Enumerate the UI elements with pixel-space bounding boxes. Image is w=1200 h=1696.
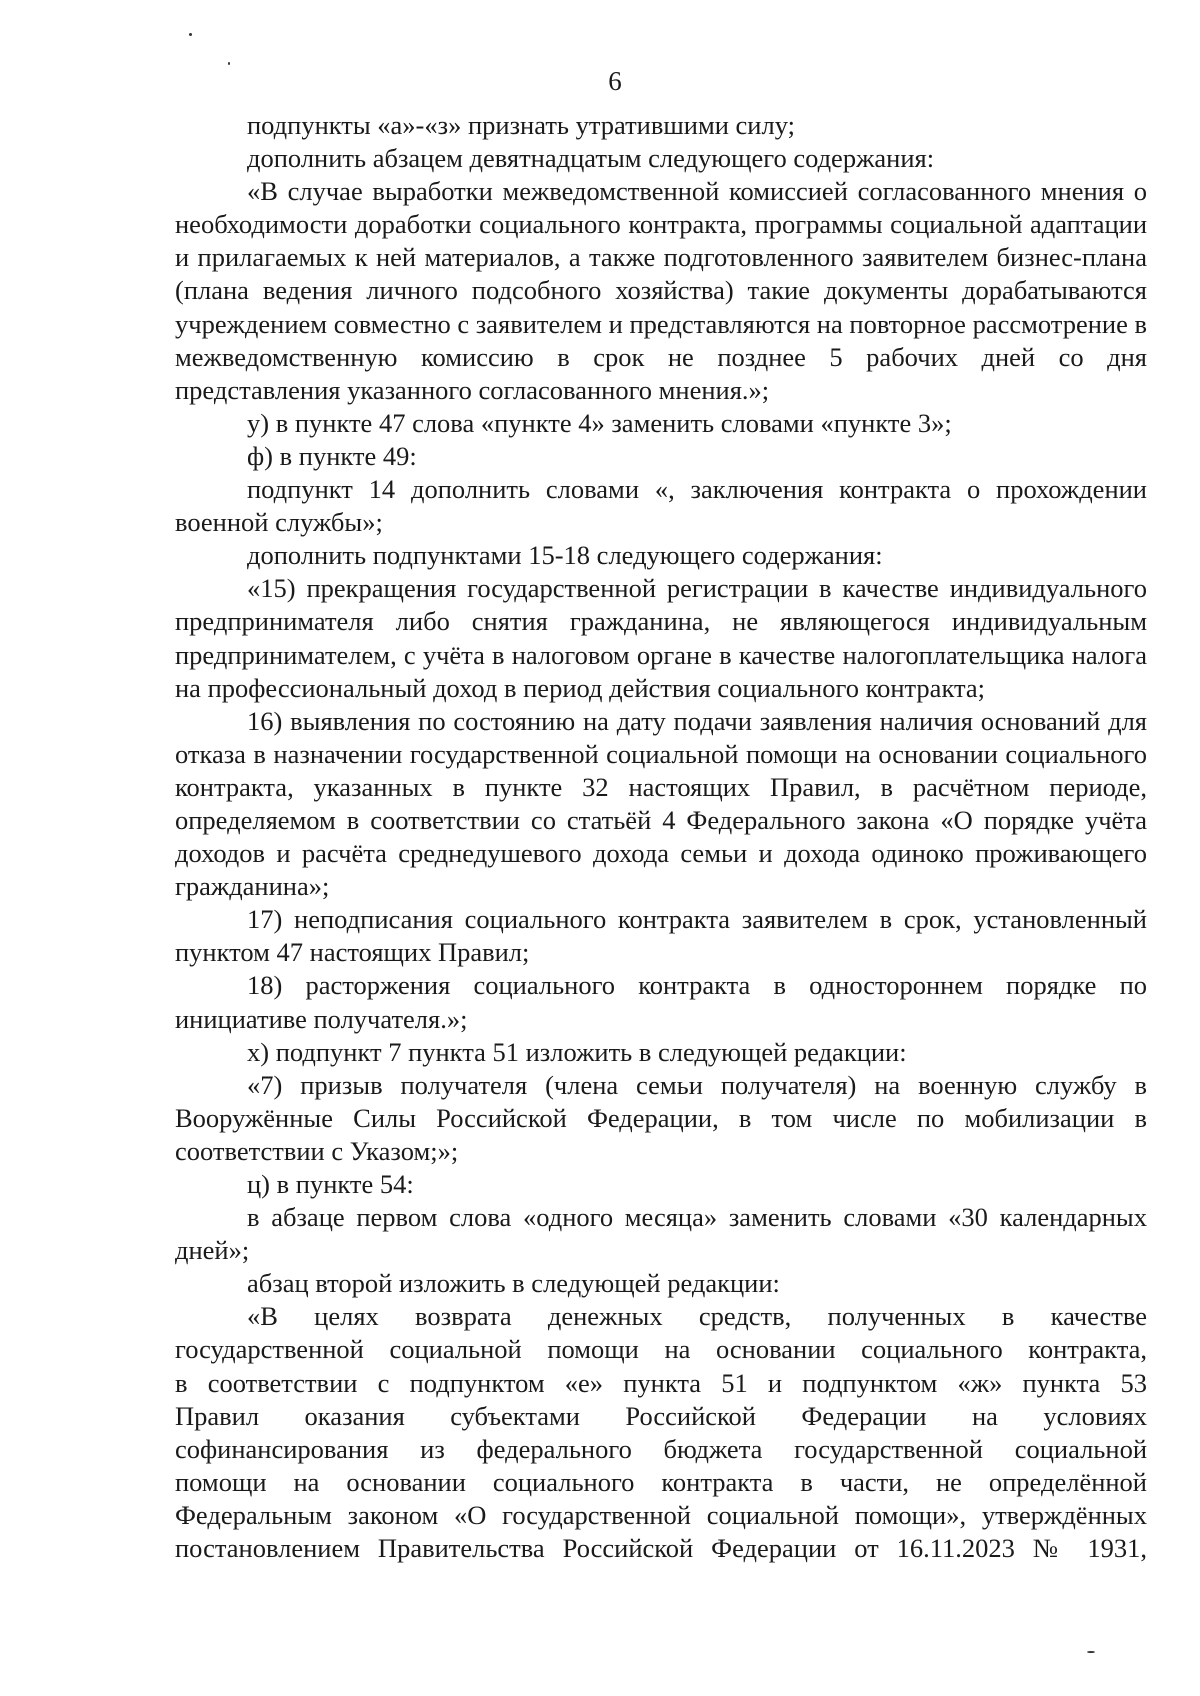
paragraph: «7) призыв получателя (члена семьи получателя) на военную службу в Вооружённые Силы Российской Федерации, в том числе по мобилизации в соответствии с Указом;»; — [175, 1069, 1147, 1166]
paragraph: дополнить подпунктами 15-18 следующего содержания: — [247, 540, 883, 571]
paragraph-line: «В целях возврата денежных средств, полученных в качестве — [247, 1301, 1147, 1332]
scan-speck — [189, 33, 192, 36]
paragraph: х) подпункт 7 пункта 51 изложить в следующей редакции: — [247, 1036, 907, 1067]
final-paragraph — [175, 1300, 1147, 1565]
paragraph-line: помощи на основании социального контракта в части, не определённой — [175, 1466, 1147, 1497]
paragraph: дополнить абзацем девятнадцатым следующего содержания: — [247, 143, 935, 174]
paragraph: абзац второй изложить в следующей редакции: — [247, 1268, 780, 1299]
scan-speck — [1087, 1651, 1095, 1653]
paragraph: в абзаце первом слова «одного месяца» заменить словами «30 календарных дней»; — [175, 1202, 1147, 1266]
scan-speck — [228, 62, 230, 65]
paragraph-line: софинансирования из федерального бюджета государственной социальной — [175, 1433, 1147, 1464]
paragraph: 16) выявления по состоянию на дату подачи заявления наличия оснований для отказа в назначении государственной социальной помощи на основании социального контракта, указанных в пункте 32 настоящих Правил, в расчётном периоде, определяемом в соответствии со статьёй 4 Федерального закона «О порядке учёта доходов и расчёта среднедушевого дохода семьи и дохода одиноко проживающего гражданина»; — [175, 705, 1147, 902]
paragraph: подпункты «а»-«з» признать утратившими силу; — [247, 110, 795, 140]
paragraph-line: государственной социальной помощи на основании социального контракта, — [175, 1334, 1147, 1365]
paragraph-line: постановлением Правительства Российской Федерации от 16.11.2023 № 1931, — [175, 1533, 1147, 1564]
paragraph: у) в пункте 47 слова «пункте 4» заменить словами «пункте 3»; — [247, 407, 952, 438]
paragraph: 18) расторжения социального контракта в одностороннем порядке по инициативе получателя.»; — [175, 970, 1147, 1034]
document-body — [175, 109, 1147, 1565]
page-number: 6 — [608, 66, 622, 96]
paragraph: «15) прекращения государственной регистрации в качестве индивидуального предпринимателя либо снятия гражданина, не являющегося индивидуальным предпринимателем, с учёта в налоговом органе в качестве налогоплательщика налога на профессиональный доход в период действия социального контракта; — [175, 573, 1147, 703]
paragraph: подпункт 14 дополнить словами «, заключения контракта о прохождении военной службы»; — [175, 474, 1147, 538]
paragraph-line: Правил оказания субъектами Российской Федерации на условиях — [175, 1400, 1147, 1431]
paragraph: ц) в пункте 54: — [247, 1169, 414, 1199]
paragraph-line: в соответствии с подпунктом «е» пункта 51 и подпунктом «ж» пункта 53 — [175, 1367, 1147, 1398]
paragraph: ф) в пункте 49: — [247, 440, 417, 471]
paragraph: «В случае выработки межведомственной комиссией согласованного мнения о необходимости доработки социального контракта, программы социальной адаптации и прилагаемых к ней материалов, а также подготовленного заявителем бизнес-плана (плана ведения личного подсобного хозяйства) такие документы дорабатываются учреждением совместно с заявителем и представляются на повторное рассмотрение в межведомственную комиссию в срок не позднее 5 рабочих дней со дня представления указанного согласованного мнения.»; — [175, 176, 1147, 405]
paragraph: 17) неподписания социального контракта заявителем в срок, установленный пунктом 47 настоящих Правил; — [175, 904, 1147, 968]
paragraph-line: Федеральным законом «О государственной социальной помощи», утверждённых — [175, 1499, 1147, 1530]
